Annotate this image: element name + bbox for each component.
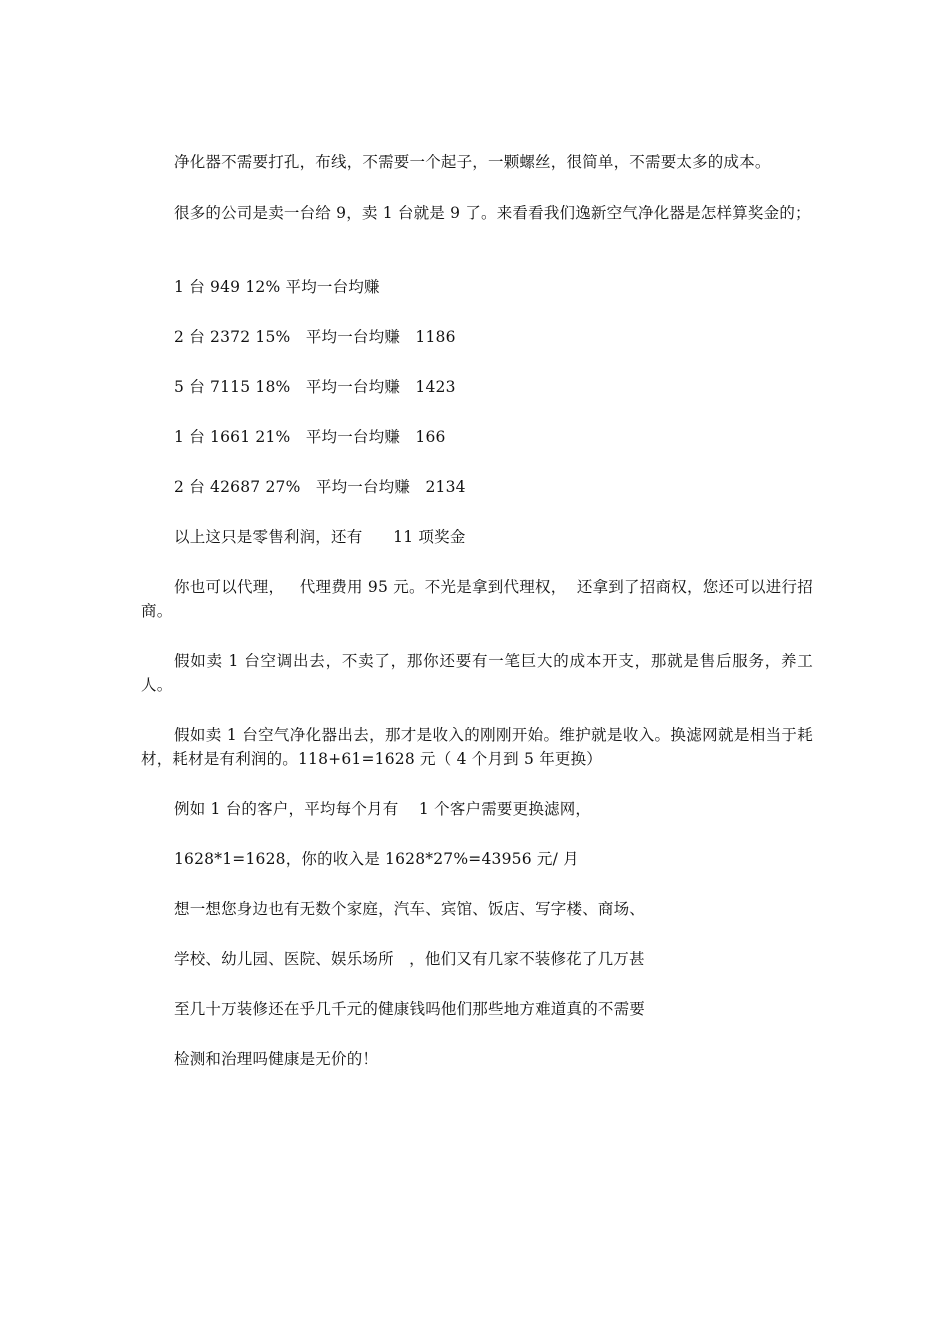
paragraph-10: 假如卖 1 台空调出去，不卖了，那你还要有一笔巨大的成本开支，那就是售后服务，养工人。 [141, 652, 813, 694]
paragraph-3: 1 台 949 12% 平均一台均赚 [174, 278, 380, 296]
paragraph-9: 你也可以代理， 代理费用 95 元。不光是拿到代理权， 还拿到了招商权，您还可以进行招商。 [141, 578, 813, 620]
paragraph-1: 净化器不需要打孔，布线，不需要一个起子，一颗螺丝，很简单，不需要太多的成本。 [174, 153, 771, 171]
paragraph-8: 以上这只是零售利润，还有 11 项奖金 [174, 528, 466, 546]
paragraph-2: 很多的公司是卖一台给 9，卖 1 台就是 9 了。来看看我们逸新空气净化器是怎样算奖金的； [174, 204, 811, 222]
paragraph-5: 5 台 7115 18% 平均一台均赚 1423 [174, 378, 456, 396]
paragraph-12: 例如 1 台的客户，平均每个月有 1 个客户需要更换滤网， [174, 800, 592, 818]
paragraph-15: 学校、幼儿园、医院、娱乐场所 ，他们又有几家不装修花了几万甚 [174, 950, 645, 968]
paragraph-14: 想一想您身边也有无数个家庭，汽车、宾馆、饭店、写字楼、商场、 [174, 900, 646, 918]
paragraph-13: 1628*1=1628，你的收入是 1628*27%=43956 元/ 月 [174, 850, 579, 868]
paragraph-6: 1 台 1661 21% 平均一台均赚 166 [174, 428, 446, 446]
paragraph-4: 2 台 2372 15% 平均一台均赚 1186 [174, 328, 456, 346]
paragraph-7: 2 台 42687 27% 平均一台均赚 2134 [174, 478, 466, 496]
paragraph-17: 检测和治理吗健康是无价的！ [174, 1050, 379, 1068]
paragraph-11: 假如卖 1 台空气净化器出去，那才是收入的刚刚开始。维护就是收入。换滤网就是相当于耗材，耗材是有利润的。118+61=1628 元（ 4 个月到 5 年更换） [141, 726, 813, 768]
paragraph-16: 至几十万装修还在乎几千元的健康钱吗他们那些地方难道真的不需要 [174, 1000, 646, 1018]
